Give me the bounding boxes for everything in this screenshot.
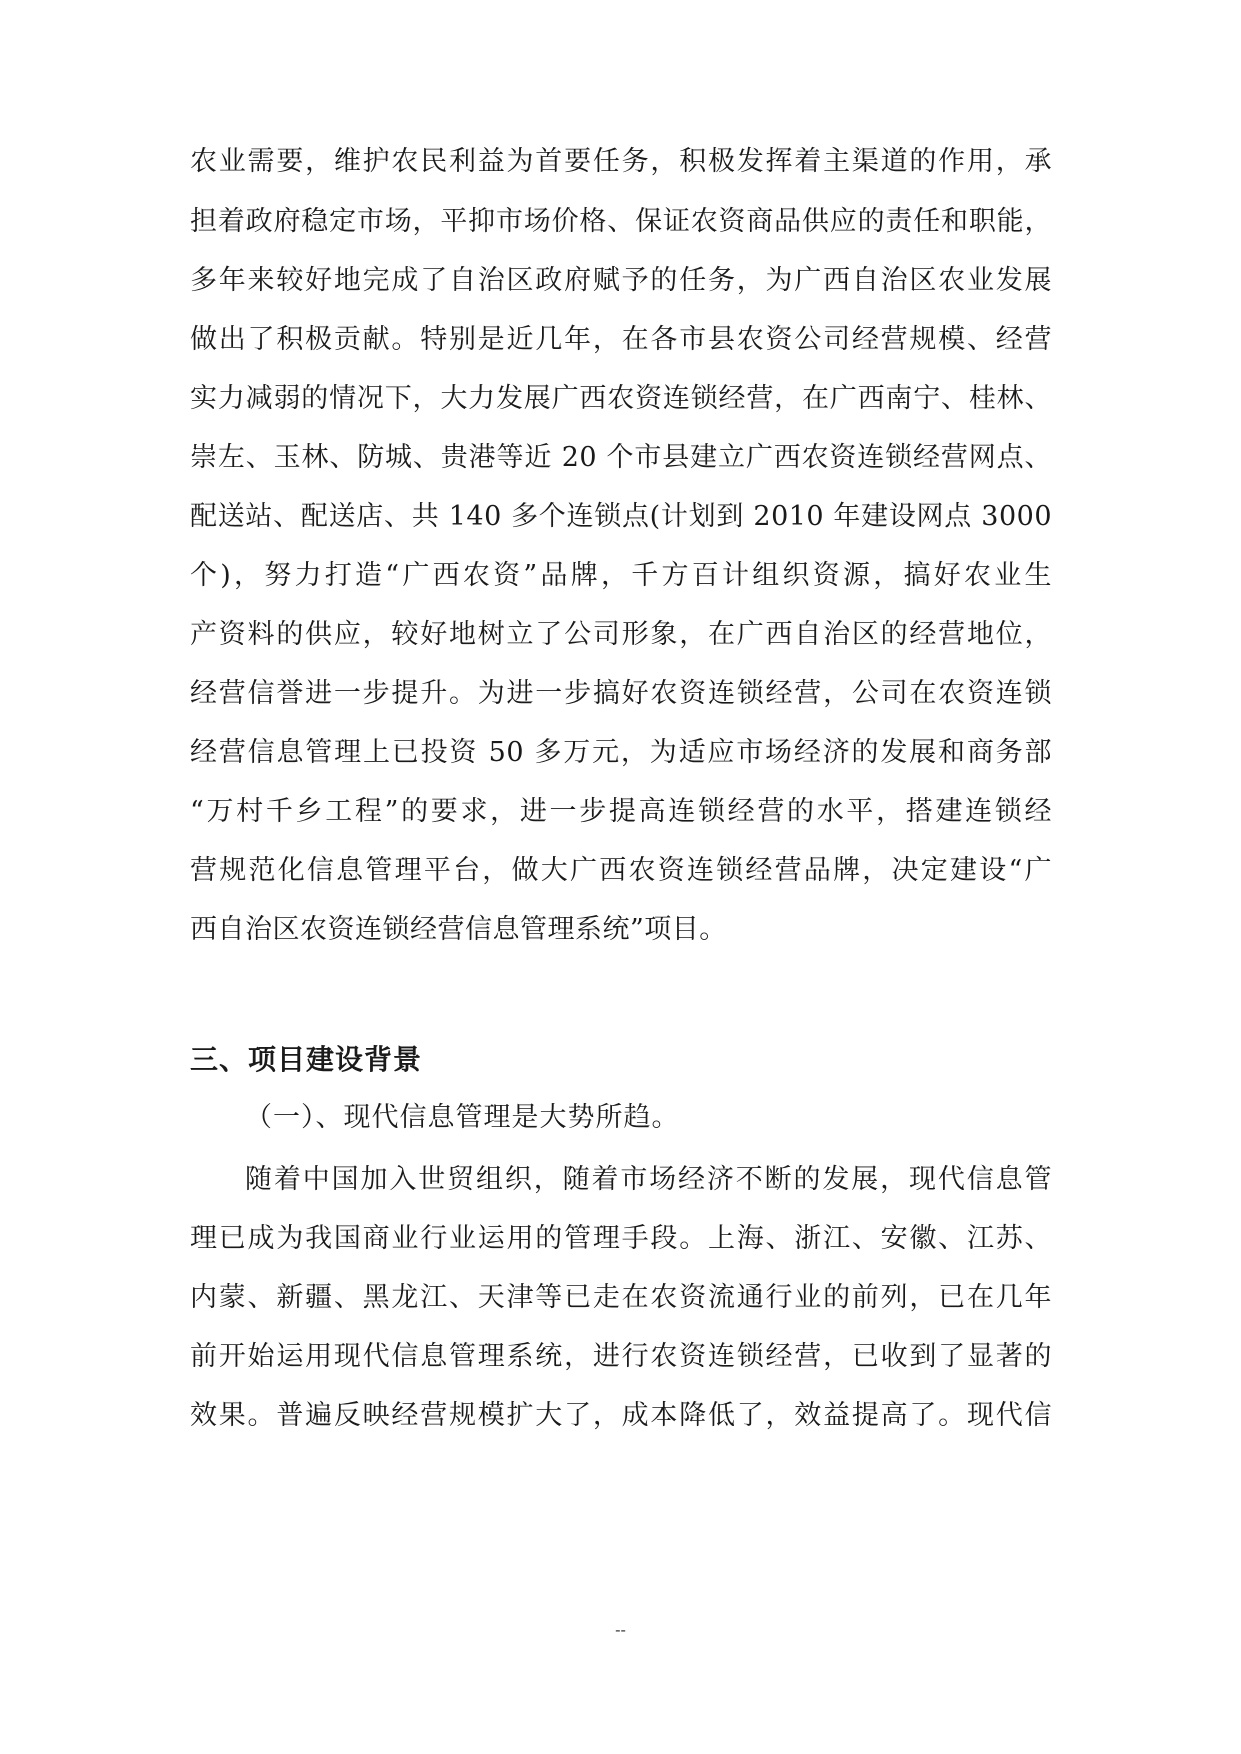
paragraph-line: 产资料的供应，较好地树立了公司形象，在广西自治区的经营地位， (190, 619, 1052, 650)
paragraph-line: 经营信息管理上已投资 50 多万元，为适应市场经济的发展和商务部 (190, 737, 1052, 768)
paragraph-line: 配送站、配送店、共 140 多个连锁点(计划到 2010 年建设网点 3000 (190, 501, 1052, 532)
paragraph-line: 个)，努力打造“广西农资”品牌，千方百计组织资源，搞好农业生 (190, 560, 1052, 591)
paragraph-line: 崇左、玉林、防城、贵港等近 20 个市县建立广西农资连锁经营网点、 (190, 442, 1052, 473)
paragraph-line: 效果。普遍反映经营规模扩大了，成本降低了，效益提高了。现代信 (190, 1400, 1052, 1431)
paragraph-line: 做出了积极贡献。特别是近几年，在各市县农资公司经营规模、经营 (190, 324, 1052, 355)
paragraph-line: 营规范化信息管理平台，做大广西农资连锁经营品牌，决定建设“广 (190, 855, 1052, 886)
section-heading: 三、项目建设背景 (190, 1043, 423, 1076)
page-marker: -- (615, 1620, 626, 1639)
paragraph-line: 实力减弱的情况下，大力发展广西农资连锁经营，在广西南宁、桂林、 (190, 383, 1052, 414)
paragraph-line: 多年来较好地完成了自治区政府赋予的任务，为广西自治区农业发展 (190, 265, 1052, 296)
paragraph-line: 随着中国加入世贸组织，随着市场经济不断的发展，现代信息管 (245, 1164, 1052, 1195)
paragraph-line: 农业需要，维护农民利益为首要任务，积极发挥着主渠道的作用，承 (190, 146, 1052, 177)
paragraph-line: “万村千乡工程”的要求，进一步提高连锁经营的水平，搭建连锁经 (190, 796, 1052, 827)
section-subheading: （一）、现代信息管理是大势所趋。 (245, 1102, 680, 1133)
paragraph-line: 西自治区农资连锁经营信息管理系统”项目。 (190, 914, 727, 945)
paragraph-line: 前开始运用现代信息管理系统，进行农资连锁经营，已收到了显著的 (190, 1341, 1052, 1372)
paragraph-line: 担着政府稳定市场，平抑市场价格、保证农资商品供应的责任和职能， (190, 206, 1052, 237)
paragraph-line: 理已成为我国商业行业运用的管理手段。上海、浙江、安徽、江苏、 (190, 1223, 1052, 1254)
paragraph-line: 内蒙、新疆、黑龙江、天津等已走在农资流通行业的前列，已在几年 (190, 1282, 1052, 1313)
paragraph-line: 经营信誉进一步提升。为进一步搞好农资连锁经营，公司在农资连锁 (190, 678, 1052, 709)
